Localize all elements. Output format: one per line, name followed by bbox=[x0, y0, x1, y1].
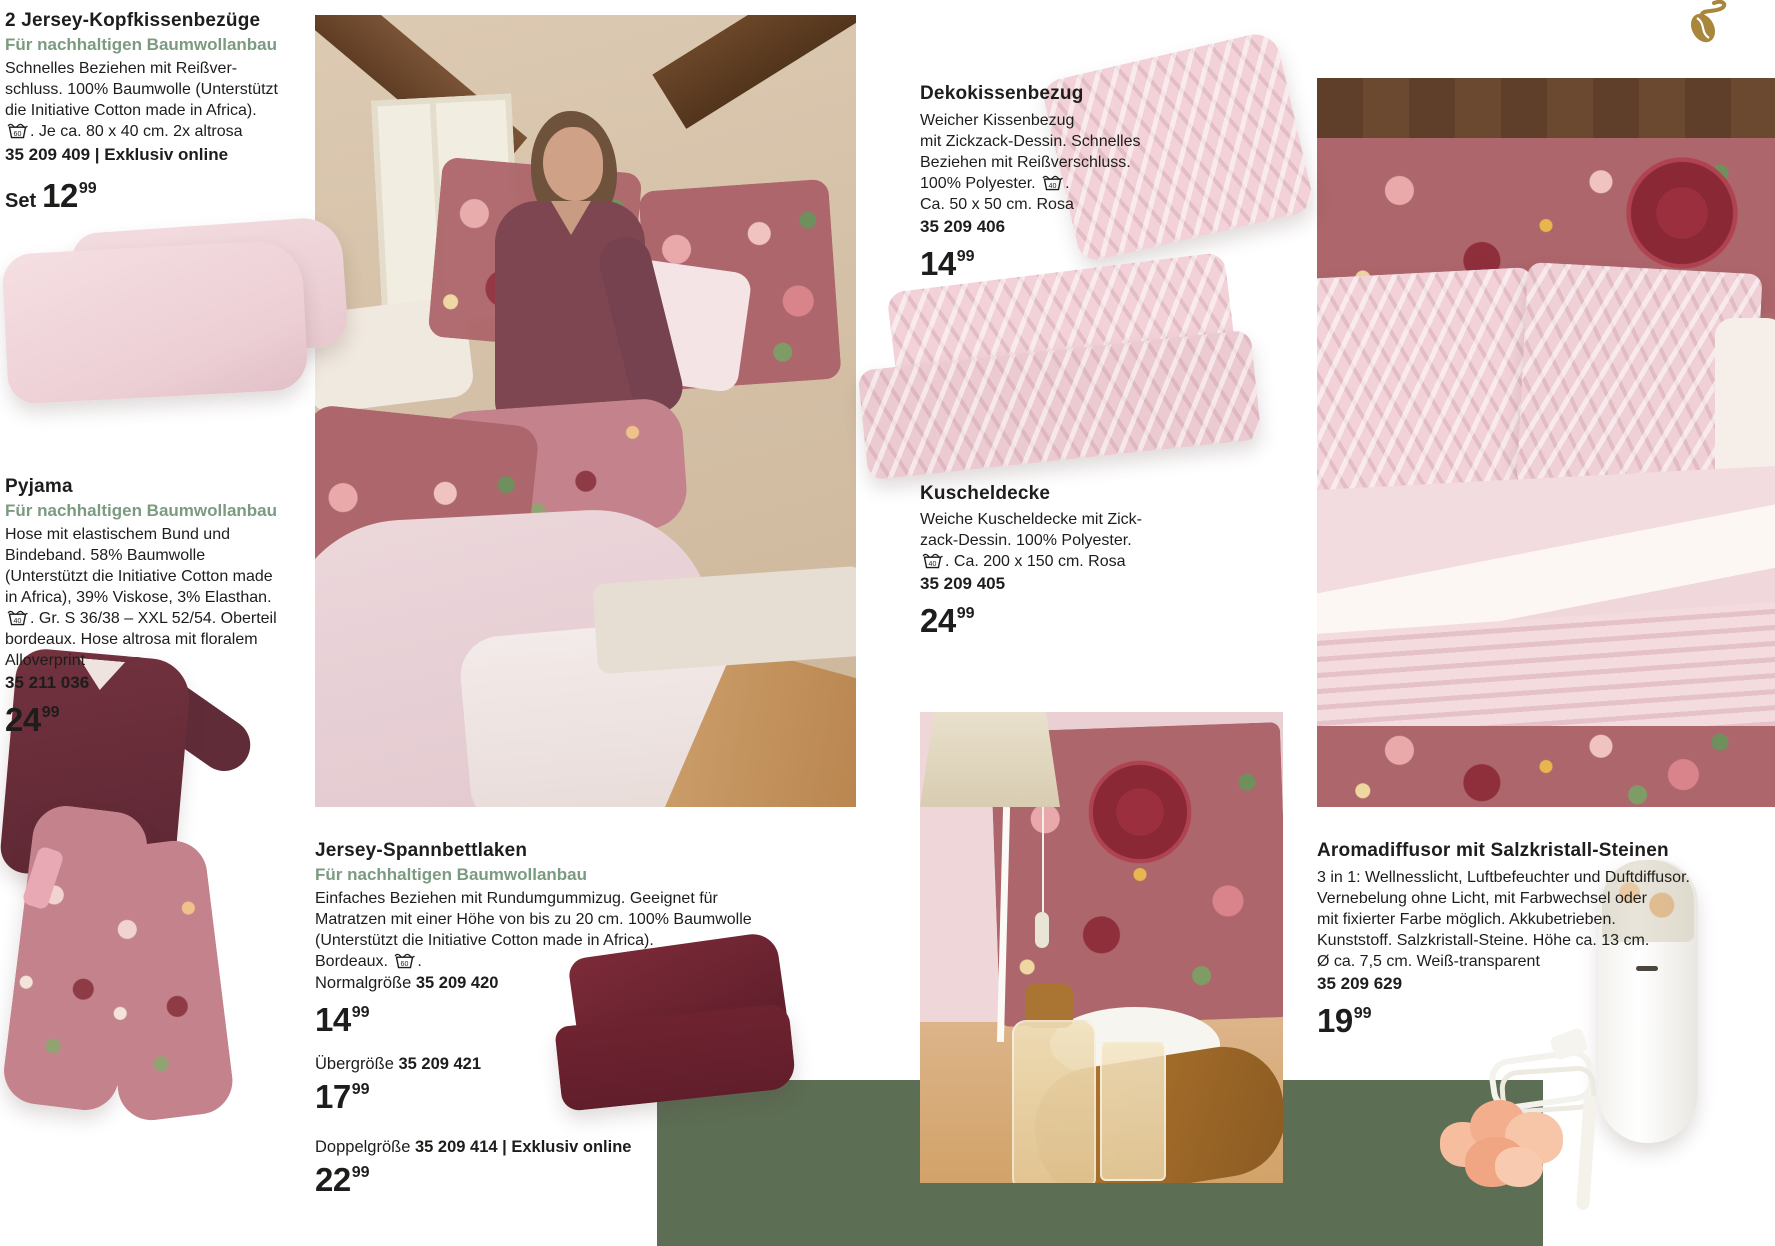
description-line: bordeaux. Hose altrosa mit floralem bbox=[5, 631, 258, 648]
chrysanthemum-flower bbox=[1617, 148, 1747, 278]
product-image-glow-stick bbox=[1580, 1095, 1598, 1213]
svg-text:60: 60 bbox=[400, 959, 409, 968]
description-line: Ca. 50 x 50 cm. Rosa bbox=[920, 196, 1074, 213]
description-line: Bordeaux. 60 . bbox=[315, 953, 422, 970]
description-line: 40 . Ca. 200 x 150 cm. Rosa bbox=[920, 551, 1142, 572]
description-line: Vernebelung ohne Licht, mit Farbwechsel oder bbox=[1317, 890, 1647, 907]
product-title: Aromadiffusor mit Salzkristall-Steinen bbox=[1317, 840, 1669, 861]
order-number: 35 209 406 bbox=[920, 217, 1006, 236]
price: 1999 bbox=[1317, 1002, 1372, 1039]
description-line: Hose mit elastischem Bund und bbox=[5, 526, 230, 543]
glow-stick bbox=[1576, 1095, 1597, 1211]
brand-bean-logo bbox=[1684, 0, 1728, 51]
wash-care-icon bbox=[7, 609, 28, 626]
chrysanthemum-flower bbox=[1080, 752, 1200, 872]
chevron-pillow-left bbox=[1317, 267, 1542, 494]
product-title: 2 Jersey-Kopfkissenbezüge bbox=[5, 10, 261, 31]
description-line: 100% Polyester. 40 . bbox=[920, 175, 1070, 192]
wash-care-icon bbox=[922, 552, 943, 569]
description-line: Einfaches Beziehen mit Rundumgummizug. Geeignet für bbox=[315, 890, 718, 907]
price: 2499 bbox=[5, 701, 60, 738]
product-image-kuscheldecke bbox=[862, 272, 1267, 492]
product-title: Jersey-Spannbettlaken bbox=[315, 840, 528, 861]
woman-face bbox=[543, 127, 603, 201]
order-number: 35 209 409 | Exklusiv online bbox=[5, 145, 229, 164]
photo-bed-floral-bedding bbox=[1317, 78, 1775, 807]
description-line: 40 . Gr. S 36/38 – XXL 52/54. Oberteil bbox=[5, 608, 277, 629]
price: Set 1299 bbox=[5, 177, 97, 214]
product-block-kopfkissenbezuege bbox=[5, 10, 278, 215]
price: 1799 bbox=[315, 1078, 370, 1115]
price: 1499 bbox=[920, 245, 975, 282]
description-line: Ø ca. 7,5 cm. Weiß-transparent bbox=[1317, 953, 1540, 970]
description-line: (Unterstützt die Initiative Cotton made bbox=[5, 568, 273, 585]
description-line: Bindeband. 58% Baumwolle bbox=[5, 547, 206, 564]
price-prefix: Set bbox=[5, 190, 37, 212]
product-block-pyjama bbox=[5, 476, 277, 739]
price: 2299 bbox=[315, 1161, 370, 1198]
svg-text:40: 40 bbox=[1048, 181, 1057, 190]
wood-beam-top bbox=[1317, 78, 1775, 142]
product-title: Dekokissenbezug bbox=[920, 83, 1084, 104]
eco-claim: Für nachhaltigen Baumwollanbau bbox=[5, 501, 278, 520]
lamp-pull-cord bbox=[1042, 807, 1044, 915]
eco-claim: Für nachhaltigen Baumwollanbau bbox=[315, 865, 588, 884]
lamp-pull-knob bbox=[1035, 912, 1049, 948]
price: 1499 bbox=[315, 1001, 370, 1038]
product-title: Pyjama bbox=[5, 476, 73, 497]
product-block-spannbettlaken bbox=[315, 840, 752, 1199]
eco-claim: Für nachhaltigen Baumwollanbau bbox=[5, 35, 278, 54]
salt-crystal bbox=[1495, 1147, 1543, 1187]
description-line: Schnelles Beziehen mit Reißver- bbox=[5, 60, 238, 77]
product-title: Kuscheldecke bbox=[920, 483, 1051, 504]
description-line: (Unterstützt die Initiative Cotton made in Africa). bbox=[315, 932, 654, 949]
description-line: mit Zickzack-Dessin. Schnelles bbox=[920, 133, 1141, 150]
pillow-front bbox=[1, 239, 308, 404]
photo-nightstand-with-lamp bbox=[920, 712, 1283, 1183]
order-number: 35 209 629 bbox=[1317, 974, 1403, 993]
wood-beam bbox=[652, 15, 856, 129]
description-line: Kunststoff. Salzkristall-Steine. Höhe ca. 13 cm. bbox=[1317, 932, 1650, 949]
description-line: Weiche Kuscheldecke mit Zick- bbox=[920, 511, 1142, 528]
order-number: 35 211 036 bbox=[5, 673, 90, 692]
product-image-salt-crystals bbox=[1440, 1092, 1570, 1192]
description-line: die Initiative Cotton made in Africa). bbox=[5, 102, 257, 119]
photo-woman-in-pyjama-on-bed bbox=[315, 15, 856, 807]
description-line: Beziehen mit Reißverschluss. bbox=[920, 154, 1131, 171]
lamp-shade bbox=[920, 712, 1060, 807]
product-image-kopfkissenbezuege bbox=[5, 225, 355, 410]
description-line: Alloverprint bbox=[5, 652, 86, 669]
variant-row: Übergröße 35 209 421 bbox=[315, 1055, 482, 1073]
description-line: in Africa), 39% Viskose, 3% Elasthan. bbox=[5, 589, 272, 606]
description-line: Matratzen mit einer Höhe von bis zu 20 cm. 100% Baumwolle bbox=[315, 911, 752, 928]
water-carafe bbox=[1012, 1020, 1096, 1183]
bed-base bbox=[592, 566, 856, 675]
floral-duvet-bottom bbox=[1317, 726, 1775, 807]
order-number: 35 209 405 bbox=[920, 574, 1006, 593]
svg-text:40: 40 bbox=[13, 616, 22, 625]
wash-care-icon bbox=[1042, 174, 1063, 191]
svg-text:60: 60 bbox=[13, 129, 22, 138]
description-line: Weicher Kissenbezug bbox=[920, 112, 1075, 129]
product-block-aromadiffusor bbox=[1317, 840, 1690, 1040]
variant-row: Doppelgröße 35 209 414 | Exklusiv online bbox=[315, 1138, 632, 1156]
drinking-glass bbox=[1100, 1042, 1166, 1181]
product-block-dekokissenbezug bbox=[920, 83, 1141, 283]
coffee-bean-icon bbox=[1684, 0, 1728, 46]
price: 2499 bbox=[920, 602, 975, 639]
description-line: mit fixierter Farbe möglich. Akkubetrieben. bbox=[1317, 911, 1616, 928]
description-line: schluss. 100% Baumwolle (Unterstützt bbox=[5, 81, 278, 98]
description-line: 3 in 1: Wellnesslicht, Luftbefeuchter und Duftdiffusor. bbox=[1317, 869, 1690, 886]
description-line: 60 . Je ca. 80 x 40 cm. 2x altrosa bbox=[5, 121, 278, 142]
svg-text:40: 40 bbox=[928, 559, 937, 568]
product-block-kuscheldecke bbox=[920, 483, 1142, 640]
wash-care-icon bbox=[394, 952, 415, 969]
description-line: zack-Dessin. 100% Polyester. bbox=[920, 532, 1132, 549]
variant-row: Normalgröße 35 209 420 bbox=[315, 974, 499, 992]
wash-care-icon bbox=[7, 122, 28, 139]
